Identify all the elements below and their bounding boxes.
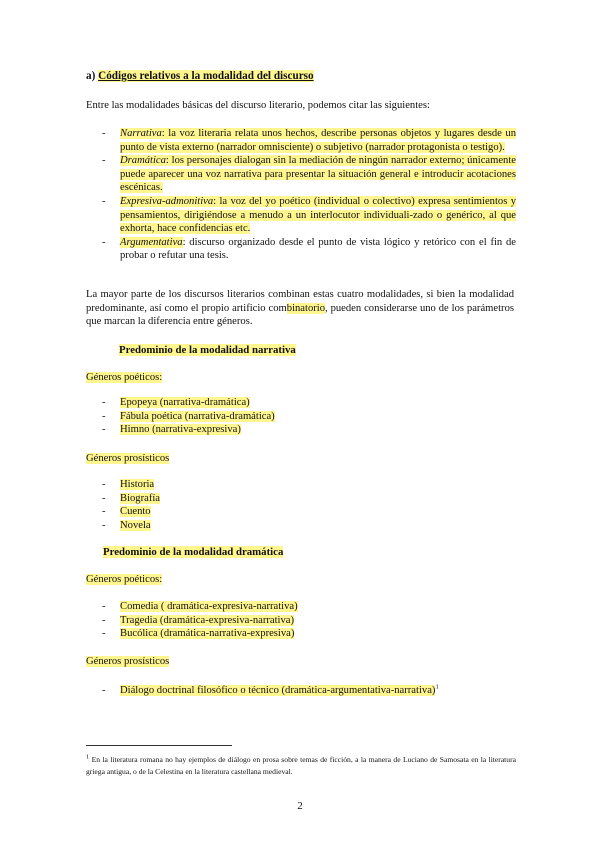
narrativa-poetic-label: Géneros poéticos:: [86, 372, 163, 383]
modalities-list: [86, 127, 516, 263]
modality-term: Expresiva-admonitiva: [120, 195, 214, 207]
list-dash: -: [102, 601, 106, 612]
page-number: 2: [297, 800, 303, 812]
list-dash: -: [102, 195, 106, 207]
genre-item: Novela: [120, 519, 151, 531]
list-dash: -: [102, 236, 106, 248]
modality-term: Dramática: [120, 155, 166, 167]
genre-item: Himno (narrativa-expresiva): [120, 424, 241, 436]
list-dash: -: [102, 479, 106, 490]
genre-item: Historia: [120, 479, 155, 490]
dramatica-poetic-list: [86, 600, 516, 641]
summary-highlight: binatorio: [286, 302, 326, 314]
genre-item: Epopeya (narrativa-dramática): [120, 397, 250, 408]
list-dash: -: [102, 492, 106, 504]
genre-item: Tragedia (dramática-expresiva-narrativa): [120, 614, 295, 626]
list-dash: -: [102, 614, 106, 626]
narrativa-prose-list: [86, 478, 516, 532]
list-item: [86, 154, 516, 195]
list-dash: -: [102, 155, 106, 167]
genre-item: Fábula poética (narrativa-dramática): [120, 410, 275, 422]
narrativa-poetic-list: [86, 396, 516, 437]
section-title: Códigos relativos a la modalidad del discurso: [98, 70, 314, 82]
list-item: [86, 519, 516, 533]
modality-text: : los personajes dialogan sin la mediación de ningún narrador externo; únicamente puede aparecer una voz narrativa para presentar la situación general e introducir acotaciones escénicas.: [120, 155, 516, 194]
genre-item: Comedia ( dramática-expresiva-narrativa): [120, 601, 298, 612]
list-dash: -: [102, 506, 106, 518]
dramatica-prose-list: [86, 684, 516, 698]
modality-term: Narrativa: [120, 128, 162, 139]
dramatica-poetic-label: Géneros poéticos:: [86, 574, 163, 585]
list-dash: -: [102, 628, 106, 640]
list-item: [86, 614, 516, 628]
summary-text: , pueden considerarse uno de los parámetros que marcan la diferencia entre géneros.: [86, 302, 514, 328]
section-heading: [86, 70, 314, 82]
section-prefix: a): [86, 70, 96, 82]
list-item: [86, 410, 516, 424]
list-item: [86, 478, 516, 492]
list-dash: -: [102, 424, 106, 436]
list-item: [86, 492, 516, 506]
narrativa-prose-label: Géneros prosísticos: [86, 453, 170, 464]
footnote-separator: [86, 745, 232, 746]
list-dash: -: [102, 397, 106, 408]
genre-item: Diálogo doctrinal filosófico o técnico (dramática-argumentativa-narrativa): [120, 685, 436, 696]
list-item: [86, 195, 516, 236]
modality-text: : la voz del yo poético (individual o colectivo) expresa sentimientos y pensamientos, dirigiéndose a menudo a un interlocutor individuali-zado o genérico, al que exhorta, hace confidencias etc.: [120, 195, 516, 235]
list-dash: -: [102, 519, 106, 531]
modality-text: : discurso organizado desde el punto de vista lógico y retórico con el fin de probar o refutar una tesis.: [120, 236, 516, 262]
list-item: [86, 236, 516, 263]
list-item: [86, 684, 516, 698]
footnote-number: 1: [86, 753, 90, 761]
narrativa-heading: [119, 344, 296, 356]
list-item: [86, 627, 516, 641]
dramatica-title: Predominio de la modalidad dramática: [103, 546, 284, 558]
dramatica-prose-label: Géneros prosísticos: [86, 656, 170, 667]
list-item: [86, 600, 516, 614]
genre-item: Bucólica (dramática-narrativa-expresiva): [120, 628, 295, 640]
narrativa-title: Predominio de la modalidad narrativa: [119, 344, 296, 356]
footnote-ref[interactable]: 1: [435, 683, 439, 691]
footnote: [86, 754, 516, 779]
summary-paragraph: [86, 288, 514, 329]
modality-term: Argumentativa: [120, 236, 183, 248]
list-item: [86, 127, 516, 154]
dramatica-heading: [103, 546, 283, 558]
modality-text: : la voz literaria relata unos hechos, describe personas objetos y lugares desde un punto de vista externo (narrador omnisciente) o subjetivo (narrador protagonista o testigo).: [120, 128, 516, 153]
list-item: [86, 396, 516, 410]
footnote-text: En la literatura romana no hay ejemplos de diálogo en prosa sobre temas de ficción, a la manera de Luciano de Samosata en la literatura griega antigua, o de la Celestina en la literatura castellana medieval.: [86, 755, 516, 777]
intro-paragraph: Entre las modalidades básicas del discurso literario, podemos citar las siguientes:: [86, 100, 430, 111]
genre-item: Cuento: [120, 506, 151, 518]
genre-item: Biografía: [120, 492, 161, 504]
summary-text: La mayor parte de los discursos literarios combinan estas cuatro modalidades, si bien la modalidad predominante, así como el propio artificio com: [86, 289, 514, 314]
list-item: [86, 423, 516, 437]
list-dash: -: [102, 685, 106, 696]
list-dash: -: [102, 410, 106, 422]
list-item: [86, 505, 516, 519]
list-dash: -: [102, 128, 106, 139]
